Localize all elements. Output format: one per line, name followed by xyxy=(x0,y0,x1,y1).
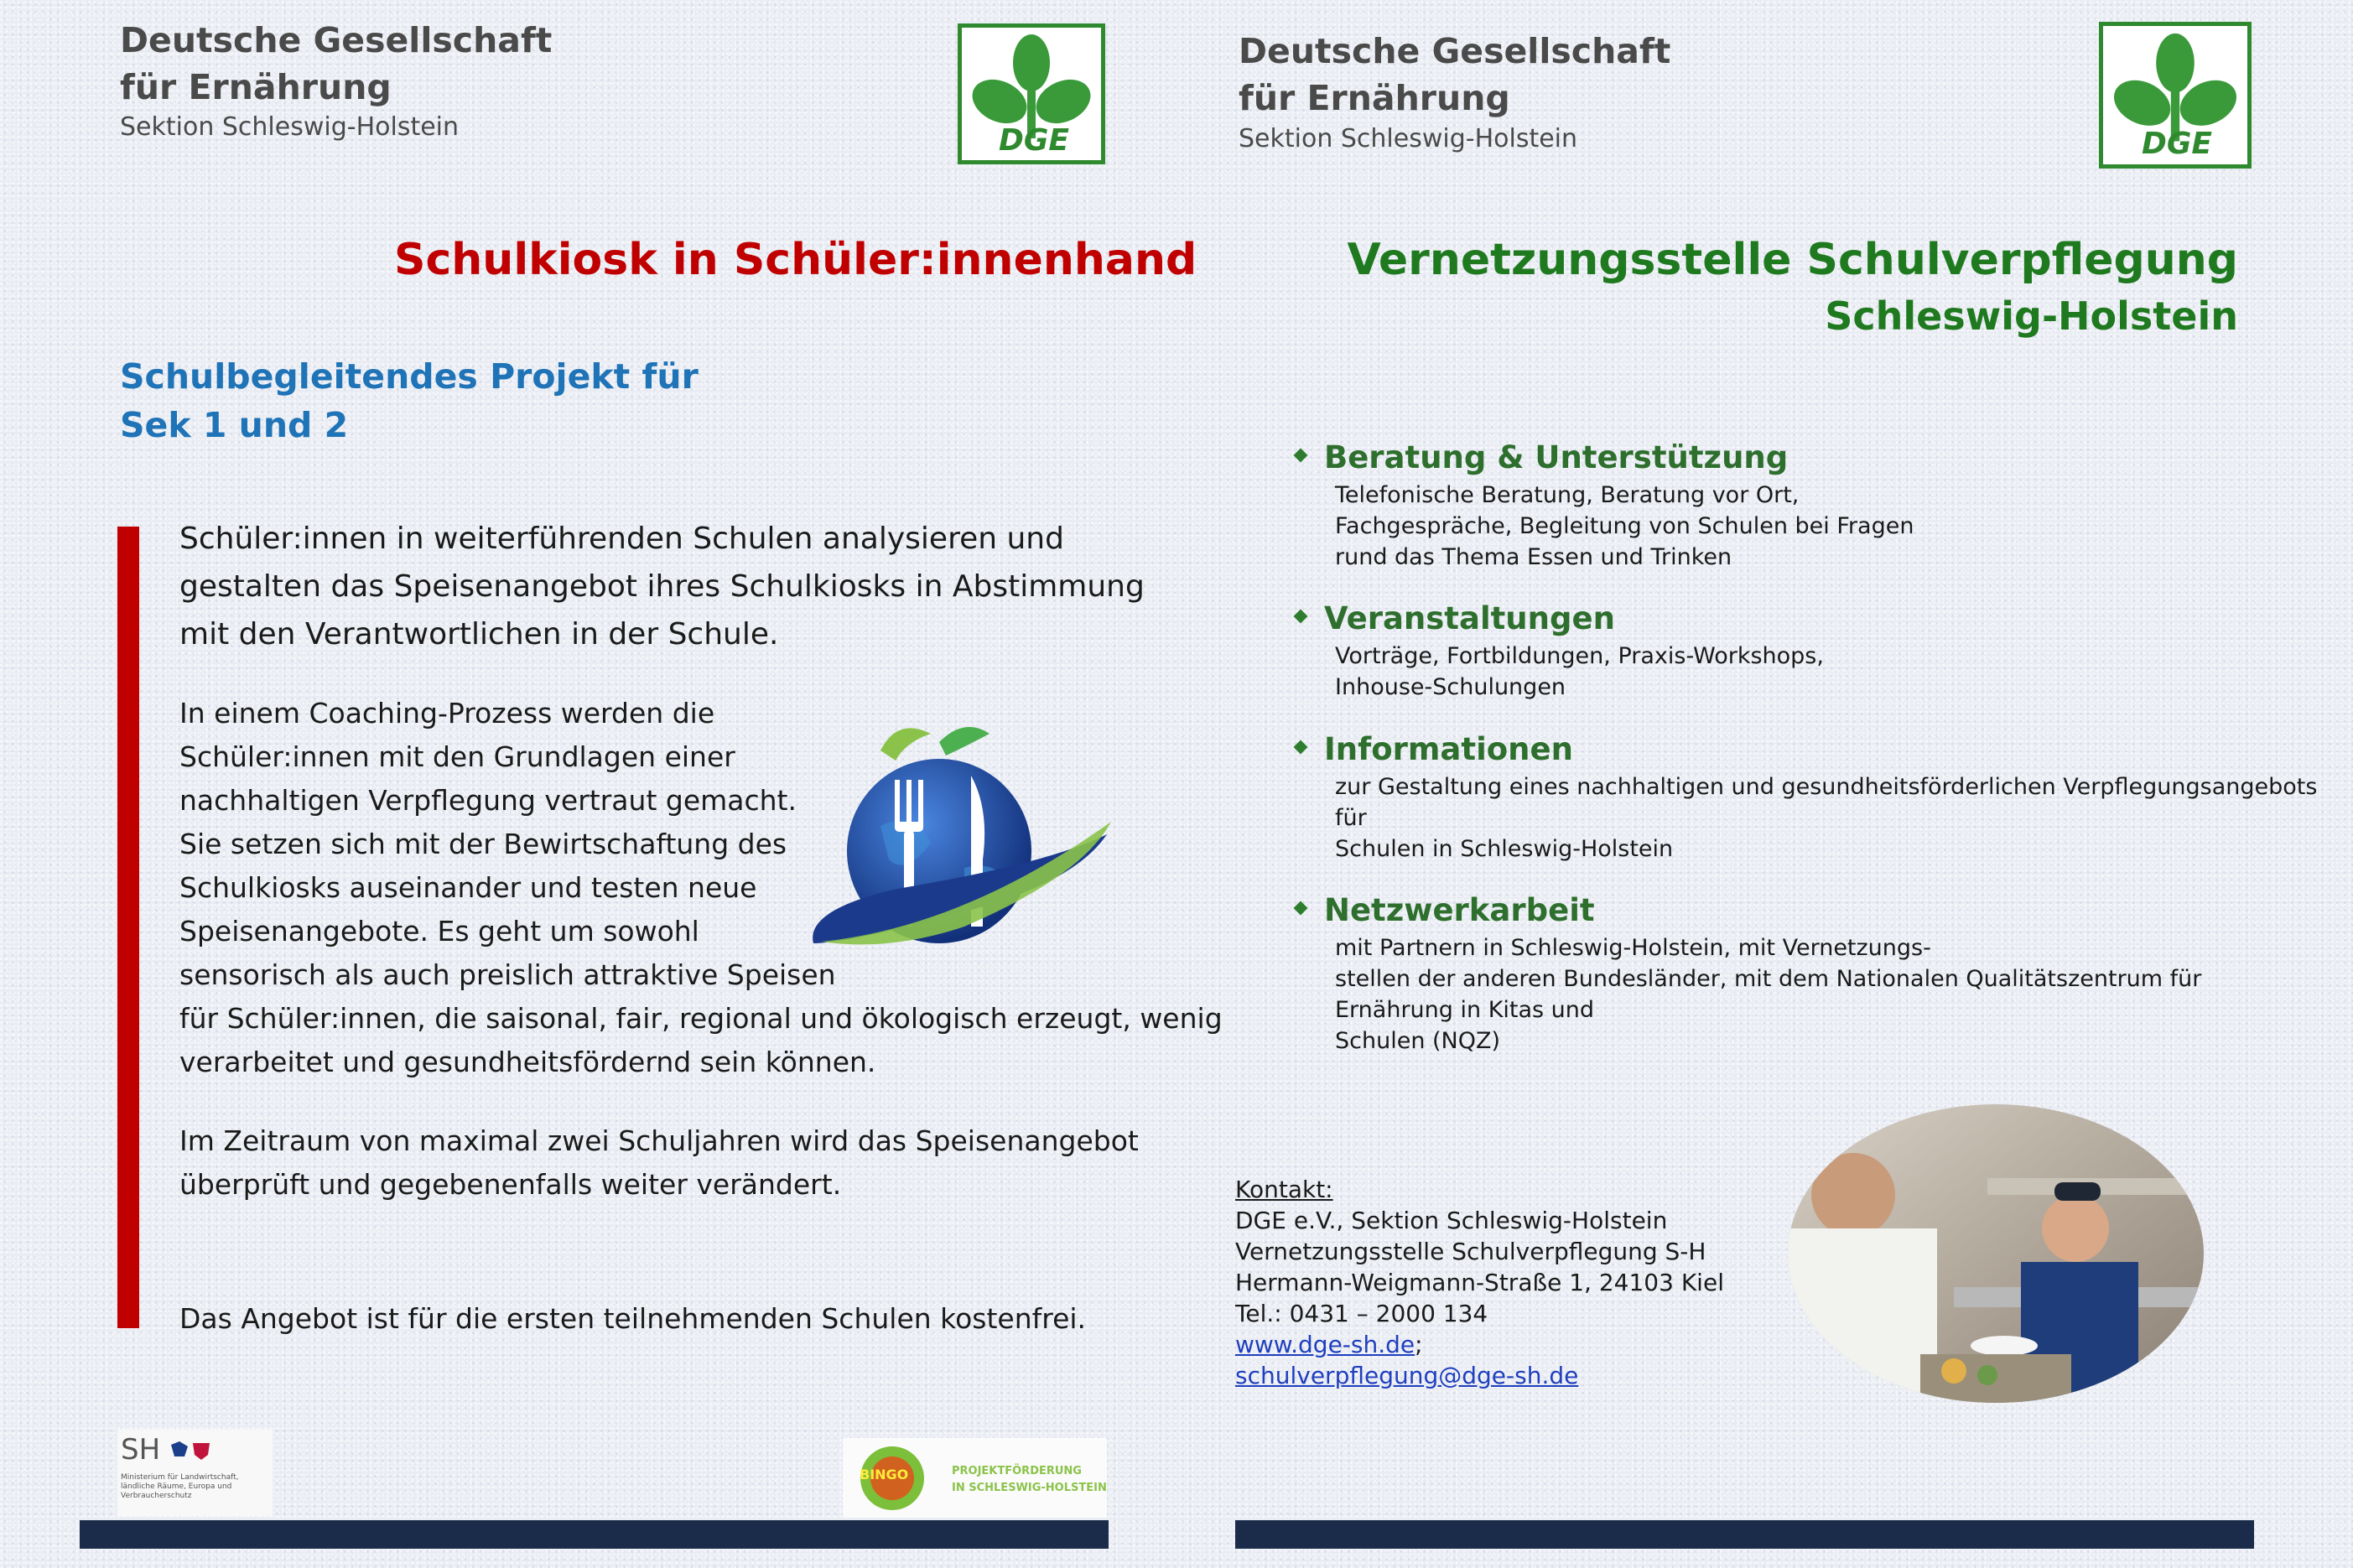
left-dge-logo xyxy=(958,23,1105,164)
left-paragraph-4: Das Angebot ist für die ersten teilnehmenden Schulen kostenfrei. xyxy=(179,1302,1087,1335)
sh-ministry-text: Ministerium für Landwirtschaft, ländliche Räume, Europa und Verbraucherschutz xyxy=(121,1473,239,1500)
p3-line: überprüft und gegebenenfalls weiter verändert. xyxy=(179,1168,842,1201)
sh-ministry-logo xyxy=(117,1430,273,1516)
service-heading: Netzwerkarbeit xyxy=(1324,892,1595,928)
p2-line: Schulkiosks auseinander und testen neue xyxy=(179,871,757,904)
p2-line: für Schüler:innen, die saisonal, fair, regional und ökologisch erzeugt, wenig xyxy=(179,1002,1223,1035)
service-line: Fachgespräche, Begleitung von Schulen bei Fragen xyxy=(1335,513,1914,539)
globe-cutlery-icon xyxy=(797,717,1115,960)
service-item xyxy=(1296,892,2201,1057)
right-logo-text: DGE xyxy=(2142,127,2213,161)
contact-line: DGE e.V., Sektion Schleswig-Holstein xyxy=(1235,1207,1668,1234)
bingo-text-line2: IN SCHLESWIG-HOLSTEIN xyxy=(952,1482,1107,1494)
service-line: zur Gestaltung eines nachhaltigen und gesundheitsförderlichen Verpflegungsangebots xyxy=(1335,774,2318,800)
service-line: Telefonische Beratung, Beratung vor Ort, xyxy=(1335,482,1800,508)
p2-line: In einem Coaching-Prozess werden die xyxy=(179,697,715,729)
bingo-text xyxy=(952,1463,1107,1497)
left-org-name xyxy=(120,17,552,111)
service-heading: Beratung & Unterstützung xyxy=(1324,439,1789,475)
bullet-diamond-icon xyxy=(1294,449,1308,463)
p1-line: mit den Verantwortlichen in der Schule. xyxy=(179,617,779,652)
sh-coat-of-arms-icon xyxy=(168,1438,218,1463)
left-logo-text: DGE xyxy=(999,123,1070,158)
right-footer-bar xyxy=(1235,1520,2254,1549)
service-line: stellen der anderen Bundesländer, mit dem Nationalen Qualitätszentrum für xyxy=(1335,966,2202,992)
p2-line: nachhaltigen Verpflegung vertraut gemacht. xyxy=(179,784,797,817)
service-line: Vorträge, Fortbildungen, Praxis-Workshops, xyxy=(1335,643,1824,669)
sh-logo-text: SH xyxy=(121,1433,161,1467)
service-item xyxy=(1296,600,1824,703)
right-org-name xyxy=(1239,28,1670,122)
p1-line: gestalten das Speisenangebot ihres Schulkiosks in Abstimmung xyxy=(179,569,1145,604)
website-link[interactable]: www.dge-sh.de xyxy=(1235,1331,1415,1358)
left-org-line2: für Ernährung xyxy=(120,67,392,107)
p2-line: Speisenangebote. Es geht um sowohl xyxy=(179,915,699,948)
service-line: Inhouse-Schulungen xyxy=(1335,674,1566,700)
bingo-text-line1: PROJEKTFÖRDERUNG xyxy=(952,1465,1082,1477)
contact-line: Vernetzungsstelle Schulverpflegung S-H xyxy=(1235,1238,1706,1265)
school-kitchen-photo xyxy=(1786,1103,2205,1404)
bingo-logo-text: BINGO xyxy=(860,1467,909,1482)
left-paragraph-3 xyxy=(179,1119,1139,1207)
contact-line: Hermann-Weigmann-Straße 1, 24103 Kiel xyxy=(1235,1269,1724,1296)
left-org-line1: Deutsche Gesellschaft xyxy=(120,20,553,60)
service-line: rund das Thema Essen und Trinken xyxy=(1335,544,1732,570)
service-item xyxy=(1296,439,1914,573)
p2-line: Schüler:innen mit den Grundlagen einer xyxy=(179,740,735,773)
p2-line: verarbeitet und gesundheitsfördernd sein können. xyxy=(179,1046,876,1078)
service-item xyxy=(1296,731,2317,864)
right-title-line1: Vernetzungsstelle Schulverpflegung xyxy=(1347,235,2238,285)
service-line: Schulen (NQZ) xyxy=(1335,1028,1501,1054)
bullet-diamond-icon xyxy=(1294,610,1308,624)
contact-phone: Tel.: 0431 – 2000 134 xyxy=(1235,1300,1488,1327)
service-heading: Veranstaltungen xyxy=(1324,600,1615,636)
website-suffix: ; xyxy=(1415,1331,1423,1358)
p1-line: Schüler:innen in weiterführenden Schulen analysieren und xyxy=(179,522,1064,556)
contact-block xyxy=(1235,1174,1724,1391)
right-org-line2: für Ernährung xyxy=(1239,78,1510,118)
p2-line: sensorisch als auch preislich attraktive Speisen xyxy=(179,958,836,991)
right-dge-logo xyxy=(2099,22,2252,169)
right-org-line1: Deutsche Gesellschaft xyxy=(1239,31,1671,71)
service-heading: Informationen xyxy=(1324,731,1573,767)
right-org-section: Sektion Schleswig-Holstein xyxy=(1239,124,1578,153)
left-subtitle-line1: Schulbegleitendes Projekt für xyxy=(120,356,699,397)
left-paragraph-1 xyxy=(179,515,1145,658)
left-title: Schulkiosk in Schüler:innenhand xyxy=(394,235,1197,285)
right-title-line2: Schleswig-Holstein xyxy=(1825,293,2238,339)
left-subtitle-line2: Sek 1 und 2 xyxy=(120,405,349,445)
service-line: Schulen in Schleswig-Holstein xyxy=(1335,836,1674,862)
left-subtitle xyxy=(120,352,699,449)
bingo-logo xyxy=(843,1438,1107,1518)
bullet-diamond-icon xyxy=(1294,740,1308,755)
service-line: für xyxy=(1335,805,1367,831)
left-red-accent-bar xyxy=(117,527,139,1328)
bullet-diamond-icon xyxy=(1294,901,1308,916)
p3-line: Im Zeitraum von maximal zwei Schuljahren wird das Speisenangebot xyxy=(179,1124,1139,1157)
left-footer-bar xyxy=(80,1520,1109,1549)
service-line: mit Partnern in Schleswig-Holstein, mit Vernetzungs- xyxy=(1335,935,1931,961)
email-link[interactable]: schulverpflegung@dge-sh.de xyxy=(1235,1362,1579,1389)
p2-line: Sie setzen sich mit der Bewirtschaftung des xyxy=(179,828,787,860)
left-org-section: Sektion Schleswig-Holstein xyxy=(120,112,460,142)
contact-label: Kontakt: xyxy=(1235,1176,1333,1203)
contact-website-row xyxy=(1235,1329,1724,1360)
service-line: Ernährung in Kitas und xyxy=(1335,997,1595,1023)
